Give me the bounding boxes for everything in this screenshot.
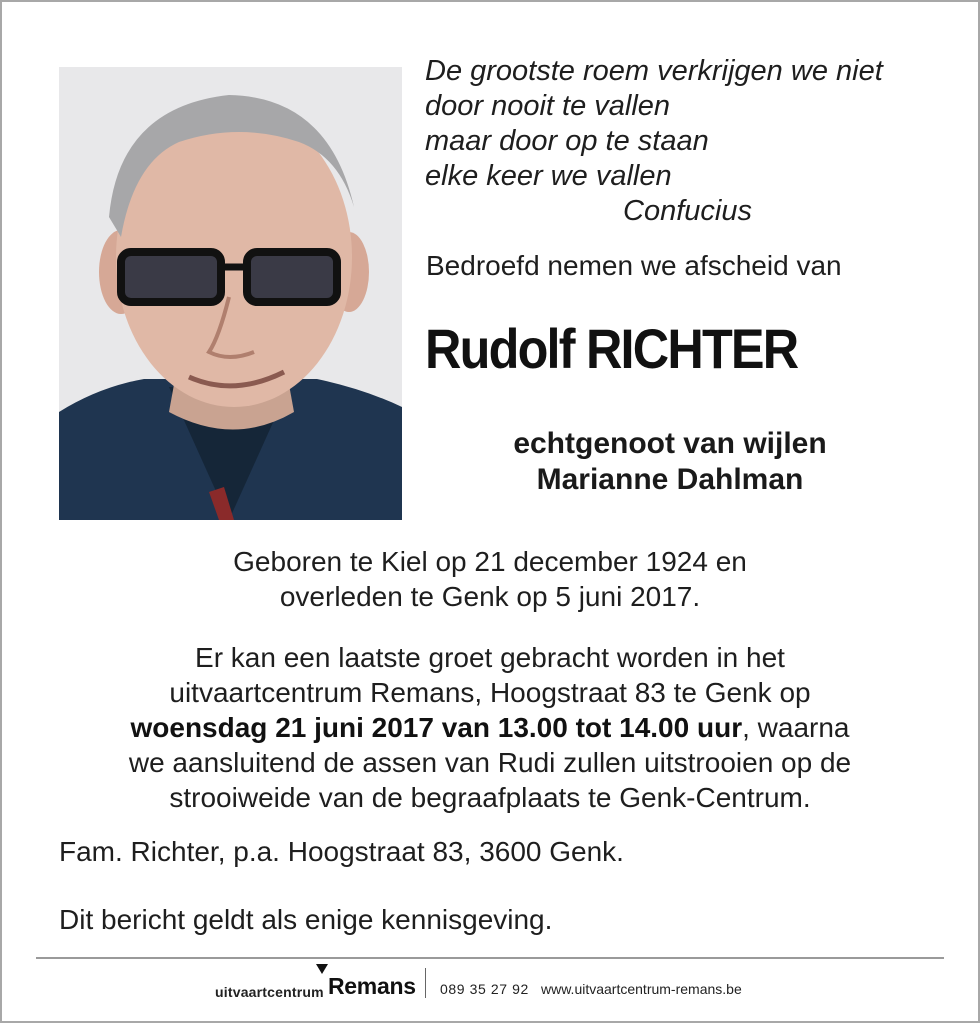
relation-text: echtgenoot van wijlen: [513, 427, 827, 460]
footer-separator: [425, 968, 426, 998]
quote-line: elke keer we vallen: [425, 160, 672, 192]
quote-line: maar door op te staan: [425, 125, 709, 157]
logo-triangle-icon: [316, 964, 328, 974]
ceremony-line: we aansluitend de assen van Rudi zullen uitstrooien op de: [128, 747, 852, 778]
spouse-name: Marianne Dahlman: [536, 463, 804, 496]
logo-small-text: uitvaartcentrum: [215, 984, 324, 1000]
ceremony-line: strooiweide van de begraafplaats te Genk-Centrum.: [169, 782, 811, 813]
ceremony-line-date: [0, 710, 980, 745]
ceremony-line: Er kan een laatste groet gebracht worden in het: [195, 642, 785, 673]
footer: [0, 964, 980, 1004]
death-line: overleden te Genk op 5 juni 2017.: [279, 581, 701, 612]
deceased-name: Rudolf RICHTER: [425, 317, 798, 380]
family-address: Fam. Richter, p.a. Hoogstraat 83, 3600 Genk.: [59, 836, 624, 867]
footer-phone: 089 35 27 92: [440, 981, 529, 997]
birth-line: Geboren te Kiel op 21 december 1924 en: [233, 546, 747, 577]
ceremony-date: woensdag 21 juni 2017 van 13.00 tot 14.00 uur: [130, 712, 743, 743]
portrait-illustration: [59, 67, 402, 520]
life-dates: [0, 544, 980, 614]
footer-divider: [36, 957, 944, 959]
quote-author: Confucius: [623, 195, 752, 227]
logo-brand-text: Remans: [328, 973, 416, 999]
intro-text: Bedroefd nemen we afscheid van: [426, 250, 842, 281]
ceremony-line: uitvaartcentrum Remans, Hoogstraat 83 te Genk op: [169, 677, 811, 708]
portrait-photo: [59, 67, 402, 520]
ceremony-line-rest: , waarna: [742, 712, 850, 743]
spouse-block: [440, 426, 900, 498]
quote-line: door nooit te vallen: [425, 90, 671, 122]
quote-line: De grootste roem verkrijgen we niet: [425, 55, 883, 87]
ceremony-text: [0, 640, 980, 815]
notice-text: Dit bericht geldt als enige kennisgeving.: [59, 904, 553, 935]
quote-block: [425, 54, 965, 229]
footer-website-link[interactable]: www.uitvaartcentrum-remans.be: [541, 981, 742, 997]
